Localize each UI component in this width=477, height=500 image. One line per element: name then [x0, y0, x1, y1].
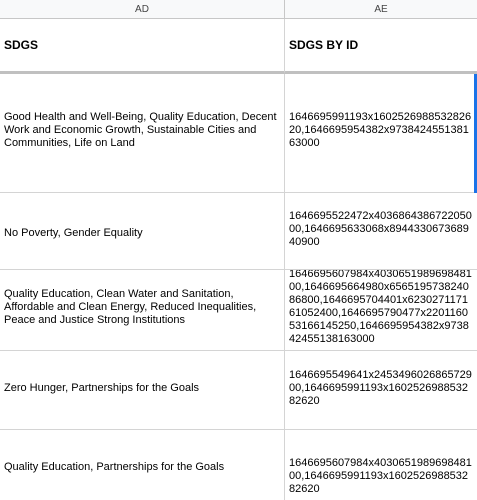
- column-header-ad[interactable]: AD: [0, 0, 285, 19]
- cell-text: Good Health and Well-Being, Quality Education, Decent Work and Economic Growth, Sustainable Cities and Communities, Life on Land: [4, 111, 277, 149]
- cell-text: 1646695522472x403686438672205000,1646695633068x894433067368940900: [289, 210, 472, 248]
- table-cell-sdgs[interactable]: [0, 74, 285, 193]
- table-cell-sdgs[interactable]: [0, 270, 285, 351]
- table-cell-sdgs-by-id[interactable]: [285, 193, 477, 270]
- header-label-sdgs: SDGS: [4, 37, 39, 52]
- column-header-ae[interactable]: AE: [374, 4, 388, 15]
- cell-text: 1646695549641x245349602686572900,1646695991193x160252698853282620: [289, 369, 472, 407]
- table-cell-sdgs-by-id[interactable]: [285, 430, 477, 500]
- table-cell-sdgs-by-id[interactable]: [285, 74, 477, 193]
- cell-text: No Poverty, Gender Equality: [4, 227, 143, 239]
- cell-text: Zero Hunger, Partnerships for the Goals: [4, 382, 200, 394]
- header-cell-sdgs-by-id[interactable]: [285, 19, 477, 74]
- cell-text: 1646695991193x160252698853282620,1646695954382x973842455138163000: [289, 111, 472, 149]
- table-cell-sdgs-by-id[interactable]: [285, 351, 477, 430]
- table-cell-sdgs[interactable]: [0, 193, 285, 270]
- table-cell-sdgs[interactable]: [0, 430, 285, 500]
- column-header-bar: [0, 0, 477, 19]
- cell-text: Quality Education, Clean Water and Sanitation, Affordable and Clean Energy, Reduced Inequalities, Peace and Justice Strong Institutions: [4, 288, 257, 326]
- cell-text: Quality Education, Partnerships for the Goals: [4, 461, 225, 473]
- table-cell-sdgs[interactable]: [0, 351, 285, 430]
- cell-text: 1646695607984x403065198969848100,1646695991193x160252698853282620: [289, 457, 472, 495]
- table-cell-sdgs-by-id[interactable]: [285, 270, 477, 351]
- cell-text: 1646695607984x403065198969848100,1646695664980x656519573824086800,1646695704401x623027117161052400,1646695790477x220116053166145250,1646695954382x973842455138163000: [289, 270, 472, 345]
- header-cell-sdgs[interactable]: [0, 19, 285, 74]
- header-label-sdgs-by-id: SDGS BY ID: [289, 37, 359, 52]
